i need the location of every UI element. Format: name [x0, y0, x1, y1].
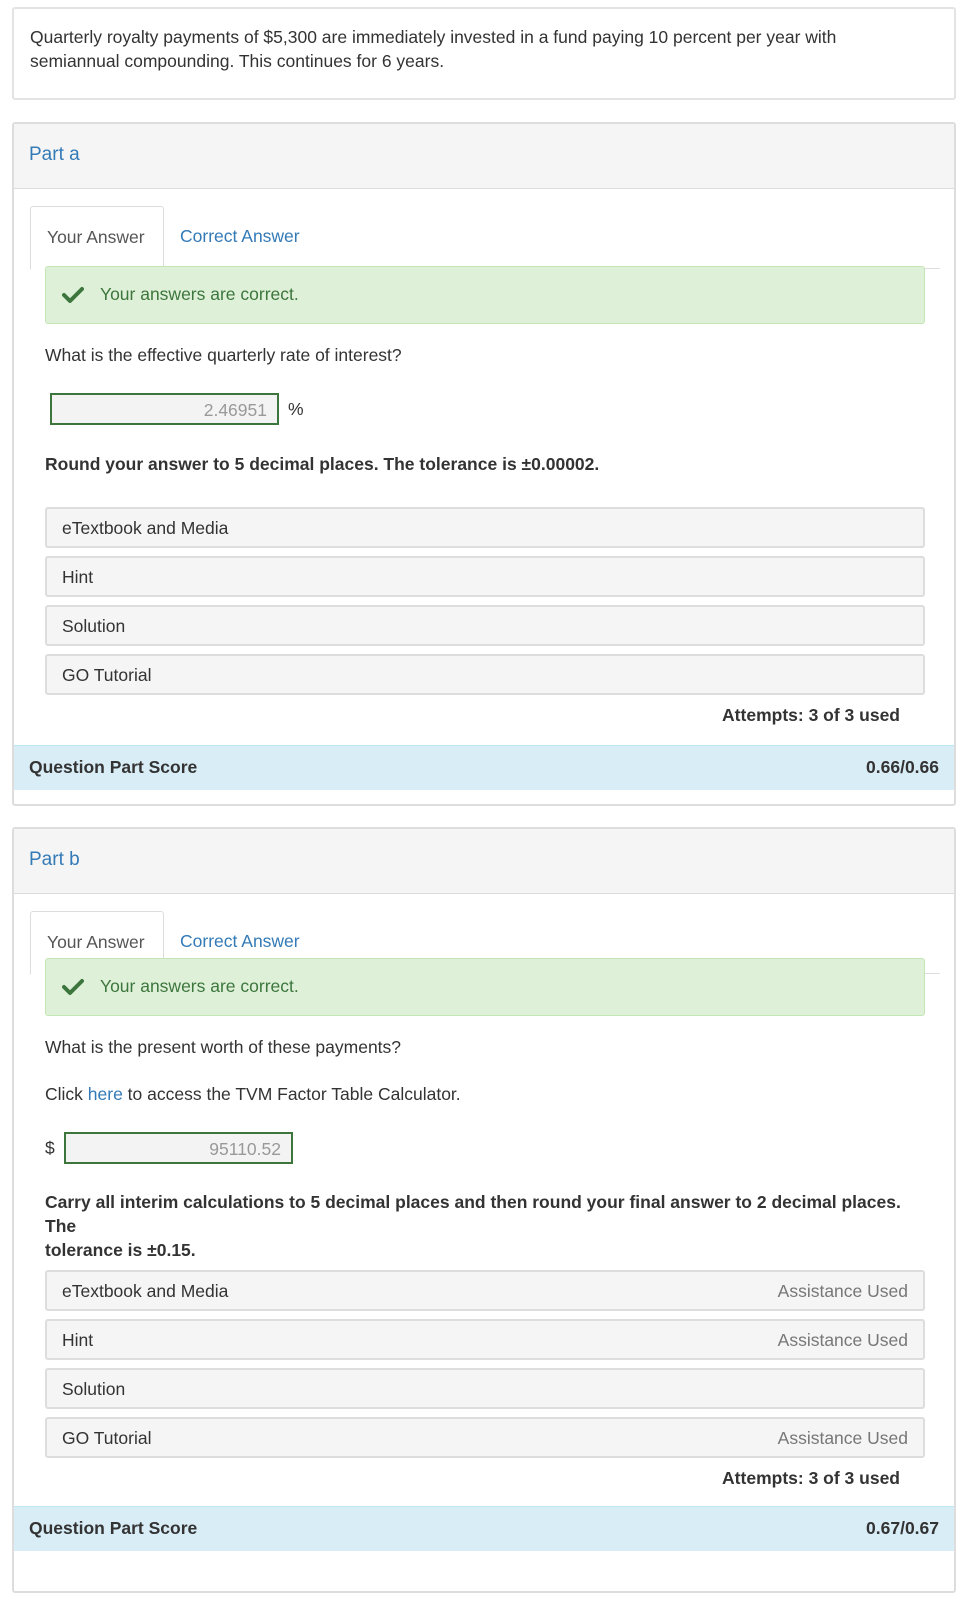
solution-button[interactable]	[45, 1368, 925, 1409]
instructions-line-2: tolerance is ±0.15.	[45, 1240, 196, 1260]
hint-label: Hint	[62, 1330, 94, 1350]
tab-your-answer[interactable]: Your Answer	[30, 206, 164, 270]
part-a-panel	[12, 122, 956, 806]
success-alert	[45, 266, 925, 324]
assistance-used-label: Assistance Used	[777, 1281, 908, 1301]
percent-unit: %	[288, 399, 304, 419]
success-alert-text: Your answers are correct.	[100, 976, 299, 996]
go-tutorial-button[interactable]	[45, 654, 925, 695]
hint-button[interactable]	[45, 1319, 925, 1360]
question-text-line-1: Quarterly royalty payments of $5,300 are immediately invested in a fund paying 10 percent per year with	[30, 27, 837, 47]
etextbook-label: eTextbook and Media	[62, 518, 229, 538]
part-b-answer-input[interactable]: 95110.52	[64, 1132, 293, 1164]
assistance-used-label: Assistance Used	[777, 1428, 908, 1448]
part-b-instructions	[45, 1190, 925, 1262]
instructions-line-1: Carry all interim calculations to 5 decimal places and then round your final answer to 2 decimal places. The	[45, 1192, 901, 1236]
question-statement	[12, 7, 956, 100]
part-a-instructions: Round your answer to 5 decimal places. The tolerance is ±0.00002.	[45, 454, 600, 474]
tvm-calculator-line	[45, 1084, 461, 1105]
part-a-prompt: What is the effective quarterly rate of interest?	[45, 345, 402, 365]
score-label: Question Part Score	[29, 1518, 198, 1538]
part-a-answer-input[interactable]: 2.46951	[50, 393, 279, 425]
score-value: 0.66/0.66	[866, 757, 939, 777]
tvm-calculator-link[interactable]: here	[87, 1084, 123, 1104]
click-suffix: to access the TVM Factor Table Calculator.	[122, 1084, 461, 1104]
currency-unit: $	[45, 1138, 55, 1158]
question-part-score	[14, 1506, 954, 1551]
checkmark-icon	[62, 976, 84, 998]
click-prefix: Click	[45, 1084, 88, 1104]
question-part-score	[14, 745, 954, 790]
checkmark-icon	[62, 284, 84, 306]
hint-button[interactable]	[45, 556, 925, 597]
solution-label: Solution	[62, 1379, 126, 1399]
tab-correct-answer[interactable]: Correct Answer	[180, 931, 300, 951]
solution-label: Solution	[62, 616, 126, 636]
assistance-used-label: Assistance Used	[777, 1330, 908, 1350]
success-alert-text: Your answers are correct.	[100, 284, 299, 304]
score-label: Question Part Score	[29, 757, 198, 777]
go-tutorial-label: GO Tutorial	[62, 665, 152, 685]
part-b-panel	[12, 827, 956, 1593]
tab-your-answer[interactable]: Your Answer	[30, 911, 164, 975]
hint-label: Hint	[62, 567, 94, 587]
part-b-header[interactable]	[14, 829, 954, 894]
part-a-tabs	[30, 206, 940, 269]
part-b-prompt: What is the present worth of these payments?	[45, 1037, 402, 1057]
attempts-counter: Attempts: 3 of 3 used	[722, 705, 900, 725]
part-a-title[interactable]: Part a	[29, 144, 80, 165]
solution-button[interactable]	[45, 605, 925, 646]
part-b-title[interactable]: Part b	[29, 849, 80, 870]
etextbook-button[interactable]	[45, 507, 925, 548]
tab-correct-answer[interactable]: Correct Answer	[180, 226, 300, 246]
part-a-header[interactable]	[14, 124, 954, 189]
go-tutorial-label: GO Tutorial	[62, 1428, 152, 1448]
etextbook-button[interactable]	[45, 1270, 925, 1311]
etextbook-label: eTextbook and Media	[62, 1281, 229, 1301]
score-value: 0.67/0.67	[866, 1518, 939, 1538]
success-alert	[45, 958, 925, 1016]
attempts-counter: Attempts: 3 of 3 used	[722, 1468, 900, 1488]
question-text-line-2: semiannual compounding. This continues for 6 years.	[30, 51, 445, 71]
go-tutorial-button[interactable]	[45, 1417, 925, 1458]
